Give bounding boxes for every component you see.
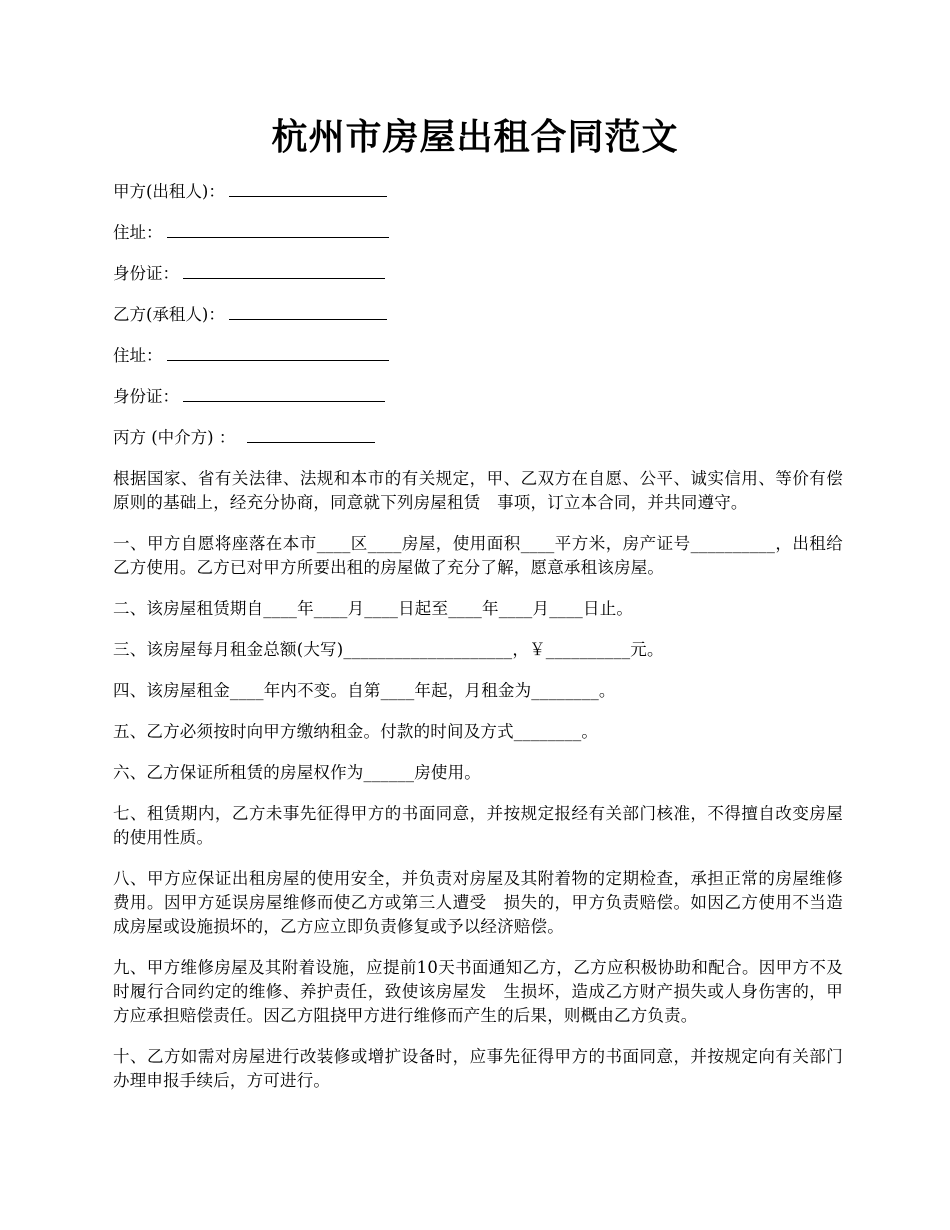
field-label: 甲方(出租人)： [113, 182, 225, 201]
clause-4: 四、该房屋租金____年内不变。自第____年起，月租金为________。 [113, 681, 616, 700]
clause-1: 一、甲方自愿将座落在本市____区____房屋，使用面积____平方米，房产证号__________，出租给乙方使用。乙方已对甲方所要出租的房屋做了充分了解，愿意承租该房屋。 [113, 534, 843, 577]
lessee-field [113, 303, 843, 327]
lessee-id-field [113, 385, 843, 409]
field-label: 乙方(承租人)： [113, 305, 225, 324]
fill-in-blank [167, 222, 389, 238]
field-label: 身份证： [113, 264, 179, 283]
lessor-id-field [113, 262, 843, 286]
field-label: 丙方 (中介方) ： [113, 428, 236, 447]
clause-9: 九、甲方维修房屋及其附着设施，应提前10天书面通知乙方，乙方应积极协助和配合。因甲方不及时履行合同约定的维修、养护责任，致使该房屋发 生损坏，造成乙方财产损失或人身伤害的，甲方应承担赔偿责任。因乙方阻挠甲方进行维修而产生的后果，则概由乙方负责。 [113, 958, 843, 1025]
agent-field [113, 426, 843, 450]
fill-in-blank [183, 386, 385, 402]
document-title: 杭州市房屋出租合同范文 [271, 116, 679, 158]
lessee-address-field [113, 344, 843, 368]
clause-6: 六、乙方保证所租赁的房屋权作为______房使用。 [113, 763, 481, 782]
field-label: 住址： [113, 223, 163, 242]
clause-8: 八、甲方应保证出租房屋的使用安全，并负责对房屋及其附着物的定期检查，承担正常的房屋维修费用。因甲方延误房屋维修而使乙方或第三人遭受 损失的，甲方负责赔偿。如因乙方使用不当造成房屋或设施损坏的，乙方应立即负责修复或予以经济赔偿。 [113, 869, 843, 936]
lessor-field [113, 180, 843, 204]
fill-in-blank [229, 181, 387, 197]
clause-3: 三、该房屋每月租金总额(大写)____________________，￥__________元。 [113, 640, 664, 659]
clause-10: 十、乙方如需对房屋进行改装修或增扩设备时，应事先征得甲方的书面同意，并按规定向有关部门办理申报手续后，方可进行。 [113, 1047, 843, 1090]
document-body [113, 180, 843, 1110]
lessor-address-field [113, 221, 843, 245]
clause-2: 二、该房屋租赁期自____年____月____日起至____年____月____日止。 [113, 599, 634, 618]
fill-in-blank [229, 304, 387, 320]
field-label: 住址： [113, 346, 163, 365]
field-label: 身份证： [113, 387, 179, 406]
fill-in-blank [167, 345, 389, 361]
fill-in-blank [183, 263, 385, 279]
clause-7: 七、租赁期内，乙方未事先征得甲方的书面同意，并按规定报经有关部门核准，不得擅自改变房屋的使用性质。 [113, 804, 843, 847]
preamble-paragraph: 根据国家、省有关法律、法规和本市的有关规定，甲、乙双方在自愿、公平、诚实信用、等价有偿原则的基础上，经充分协商，同意就下列房屋租赁 事项，订立本合同，并共同遵守。 [113, 469, 843, 512]
clause-5: 五、乙方必须按时向甲方缴纳租金。付款的时间及方式________。 [113, 722, 599, 741]
fill-in-blank [247, 427, 375, 443]
